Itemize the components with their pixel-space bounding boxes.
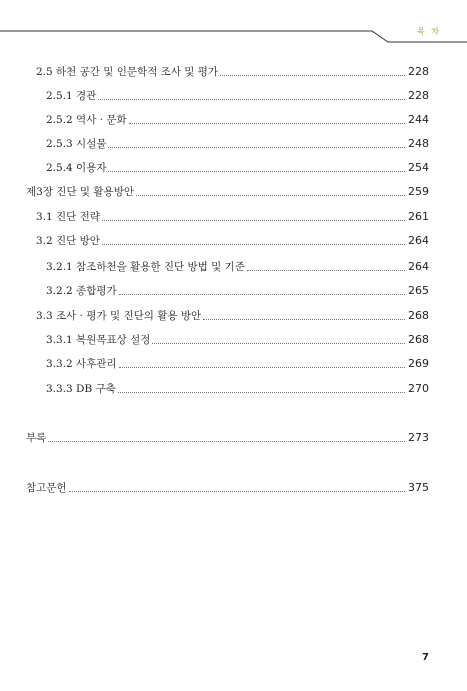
toc-leader [129,123,405,124]
toc-entry-page: 268 [408,309,429,322]
toc-entry-page: 228 [408,89,429,102]
toc-entry-page: 265 [408,284,429,297]
toc-entry-label: 3.3.2 사후관리 [46,358,117,370]
toc-leader [152,343,405,344]
toc-entry[interactable] [36,210,429,224]
toc-entry[interactable] [46,137,429,151]
toc-leader [102,244,405,245]
toc-entry-page: 273 [408,431,429,444]
toc-entry-page: 248 [408,137,429,150]
toc-leader [98,99,405,100]
toc-leader [220,75,405,76]
toc-entry[interactable] [36,309,429,323]
toc-leader [108,147,405,148]
toc-entry-label: 제3장 진단 및 활용방안 [26,186,134,198]
toc-entry[interactable] [26,185,429,199]
toc-entry-label: 3.3.1 복원목표상 설정 [46,334,151,346]
toc-leader [102,220,405,221]
toc-entry-label: 3.2 진단 방안 [36,235,100,247]
page-number: 7 [422,652,429,663]
toc-entry-label: 2.5.1 경관 [46,90,97,102]
toc-entry-label: 3.2.1 참조하천을 활용한 진단 방법 및 기준 [46,261,245,273]
toc-entry[interactable] [46,333,429,347]
toc-entry-page: 261 [408,210,429,223]
toc-leader [119,294,405,295]
header-rule [0,0,467,50]
toc-leader [69,491,405,492]
toc-entry-label: 2.5.4 이용자 [46,162,107,174]
toc-leader [247,270,405,271]
toc-leader [119,367,405,368]
toc-entry[interactable] [46,161,429,175]
toc-entry-label: 2.5.2 역사 · 문화 [46,114,127,126]
toc-entry-label: 3.3 조사 · 평가 및 진단의 활용 방안 [36,310,202,322]
header-label: 목 차 [417,27,441,36]
toc-leader [118,392,405,393]
toc-entry-label: 부록 [26,432,47,444]
toc-entry-page: 254 [408,161,429,174]
toc-entry-page: 264 [408,234,429,247]
toc-entry-page: 268 [408,333,429,346]
toc-entry-page: 264 [408,260,429,273]
toc-leader [203,319,405,320]
toc-entry-page: 228 [408,65,429,78]
toc-entry-page: 269 [408,357,429,370]
toc-entry[interactable] [36,234,429,248]
toc-entry-label: 3.3.3 DB 구축 [46,383,116,395]
toc-leader [136,195,405,196]
toc-entry[interactable] [46,89,429,103]
toc-entry-label: 3.1 진단 전략 [36,211,100,223]
toc-leader [48,441,405,442]
toc-entry-label: 참고문헌 [26,482,67,494]
toc-entry[interactable] [46,113,429,127]
toc-entry[interactable] [26,481,429,495]
toc-entry[interactable] [46,284,429,298]
toc-entry-label: 3.2.2 종합평가 [46,285,117,297]
toc-leader [108,171,405,172]
toc-entry-label: 2.5 하천 공간 및 인문학적 조사 및 평가 [36,66,219,78]
toc-entry[interactable] [46,382,429,396]
toc-entry-page: 375 [408,481,429,494]
toc-entry-page: 270 [408,382,429,395]
toc-entry-page: 259 [408,185,429,198]
toc-entry[interactable] [46,260,429,274]
toc-entry[interactable] [46,357,429,371]
toc-entry-page: 244 [408,113,429,126]
toc-entry[interactable] [26,431,429,445]
toc-entry[interactable] [36,65,429,79]
toc-entry-label: 2.5.3 시설물 [46,138,107,150]
